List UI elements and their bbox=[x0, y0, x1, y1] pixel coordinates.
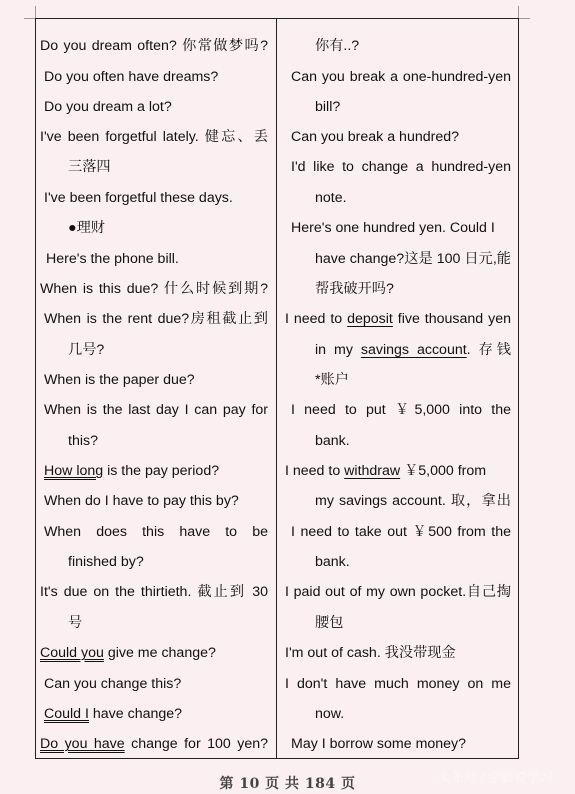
line-text: I paid out of my own pocket.自己掏 bbox=[285, 584, 511, 600]
right-line bbox=[291, 156, 511, 178]
right-line bbox=[315, 278, 511, 300]
right-line bbox=[315, 35, 511, 57]
right-line bbox=[291, 126, 511, 148]
line-text: I don't have much money on me bbox=[285, 676, 511, 692]
line-text: my savings account. 取，拿出 bbox=[315, 493, 511, 509]
right-line bbox=[285, 460, 511, 482]
left-line bbox=[68, 430, 268, 452]
line-text: bank. bbox=[315, 433, 350, 449]
underlined-term: withdraw bbox=[344, 463, 401, 479]
line-text: have change? bbox=[88, 706, 183, 722]
left-line bbox=[68, 217, 268, 239]
line-text: I need to take out ￥500 from the bbox=[291, 524, 511, 540]
line-text: 腰包 bbox=[315, 615, 344, 631]
crop-mark bbox=[35, 6, 36, 18]
right-line bbox=[315, 703, 511, 725]
right-line bbox=[315, 369, 511, 391]
left-line bbox=[44, 490, 268, 512]
right-line bbox=[285, 581, 511, 603]
line-text: I've been forgetful these days. bbox=[44, 190, 233, 206]
crop-mark bbox=[24, 18, 35, 19]
line-text: five thousand yen bbox=[392, 311, 511, 327]
left-line bbox=[44, 66, 268, 88]
right-line bbox=[315, 248, 511, 270]
line-text: *账户 bbox=[315, 372, 349, 388]
line-text: Here's the phone bill. bbox=[46, 251, 179, 267]
crop-mark bbox=[518, 6, 519, 18]
left-line bbox=[40, 581, 268, 603]
right-line bbox=[315, 490, 511, 512]
left-line bbox=[40, 642, 268, 664]
right-line bbox=[285, 673, 511, 695]
right-line bbox=[285, 642, 511, 664]
left-line bbox=[44, 673, 268, 695]
right-line bbox=[315, 187, 511, 209]
right-line bbox=[291, 521, 511, 543]
left-line bbox=[44, 460, 268, 482]
line-text: ●理财 bbox=[68, 220, 105, 236]
line-text: I've been forgetful lately. 健忘、丢 bbox=[40, 129, 268, 145]
line-text: Do you dream often? 你常做梦吗? bbox=[40, 38, 268, 54]
line-text: Here's one hundred yen. Could I bbox=[291, 220, 495, 236]
left-line bbox=[44, 521, 268, 543]
right-line bbox=[315, 612, 511, 634]
line-text: 号 bbox=[68, 615, 83, 631]
line-text: give me change? bbox=[103, 645, 216, 661]
line-text: When do I have to pay this by? bbox=[44, 493, 239, 509]
watermark: 头条号 / 学霸说学习 bbox=[438, 770, 553, 785]
left-line bbox=[68, 156, 268, 178]
line-text: Can you break a one-hundred-yen bbox=[291, 69, 511, 85]
line-text: . 存钱 bbox=[466, 342, 511, 358]
left-line bbox=[68, 551, 268, 573]
line-text: 三落四 bbox=[68, 159, 111, 175]
left-line bbox=[40, 35, 268, 57]
line-text: When is this due? 什么时候到期? bbox=[40, 281, 268, 297]
vocabulary-table bbox=[35, 18, 519, 759]
right-line bbox=[315, 551, 511, 573]
left-line bbox=[40, 126, 268, 148]
line-text: When is the paper due? bbox=[44, 372, 195, 388]
line-text: When is the last day I can pay for bbox=[44, 402, 268, 418]
underlined-term: Could I bbox=[44, 706, 89, 722]
line-text: May I borrow some money? bbox=[291, 736, 467, 752]
line-text: It's due on the thirtieth. 截止到 30 bbox=[40, 584, 268, 600]
left-line bbox=[44, 369, 268, 391]
line-text: this? bbox=[68, 433, 98, 449]
left-line bbox=[44, 703, 268, 725]
page-footer: 第 10 页 共 184 页 bbox=[219, 776, 356, 792]
line-text: Do you often have dreams? bbox=[44, 69, 219, 85]
line-text: finished by? bbox=[68, 554, 144, 570]
underlined-term: Could you bbox=[40, 645, 104, 661]
crop-mark bbox=[519, 18, 530, 19]
line-text: I'm out of cash. 我没带现金 bbox=[285, 645, 456, 661]
line-text: 帮我破开吗? bbox=[315, 281, 394, 297]
right-line bbox=[315, 96, 511, 118]
line-text: I need to bbox=[285, 463, 345, 479]
line-text: now. bbox=[315, 706, 345, 722]
line-text: When does this have to be bbox=[44, 524, 268, 540]
left-line bbox=[44, 96, 268, 118]
left-line bbox=[46, 248, 268, 270]
right-line bbox=[291, 217, 511, 239]
line-text: is the pay period? bbox=[103, 463, 220, 479]
left-line bbox=[68, 612, 268, 634]
underlined-term: deposit bbox=[347, 311, 393, 327]
left-line bbox=[68, 339, 268, 361]
right-line bbox=[315, 430, 511, 452]
underlined-term: Do you have bbox=[40, 736, 125, 752]
right-line bbox=[291, 733, 511, 755]
line-text: Can you change this? bbox=[44, 676, 182, 692]
right-line bbox=[315, 339, 511, 361]
line-text: ￥5,000 from bbox=[400, 463, 487, 479]
left-line bbox=[44, 308, 268, 330]
line-text: 几号? bbox=[68, 342, 105, 358]
line-text: When is the rent due?房租截止到 bbox=[44, 311, 268, 327]
line-text: note. bbox=[315, 190, 347, 206]
right-line bbox=[291, 399, 511, 421]
column-divider bbox=[276, 19, 277, 758]
left-line bbox=[40, 278, 268, 300]
line-text: Do you dream a lot? bbox=[44, 99, 172, 115]
line-text: bank. bbox=[315, 554, 350, 570]
left-line bbox=[40, 733, 268, 755]
line-text: change for 100 yen? bbox=[124, 736, 268, 752]
line-text: I need to bbox=[285, 311, 348, 327]
underlined-term: How long bbox=[44, 463, 104, 479]
line-text: bill? bbox=[315, 99, 341, 115]
line-text: have change?这是 100 日元,能 bbox=[315, 251, 511, 267]
right-line bbox=[291, 66, 511, 88]
line-text: Can you break a hundred? bbox=[291, 129, 460, 145]
underlined-term: savings account bbox=[360, 342, 467, 358]
line-text: I need to put ￥5,000 into the bbox=[291, 402, 511, 418]
line-text: in my bbox=[315, 342, 361, 358]
line-text: I'd like to change a hundred-yen bbox=[291, 159, 511, 175]
left-line bbox=[44, 399, 268, 421]
right-line bbox=[285, 308, 511, 330]
left-line bbox=[44, 187, 268, 209]
line-text: 你有..? bbox=[315, 38, 360, 54]
